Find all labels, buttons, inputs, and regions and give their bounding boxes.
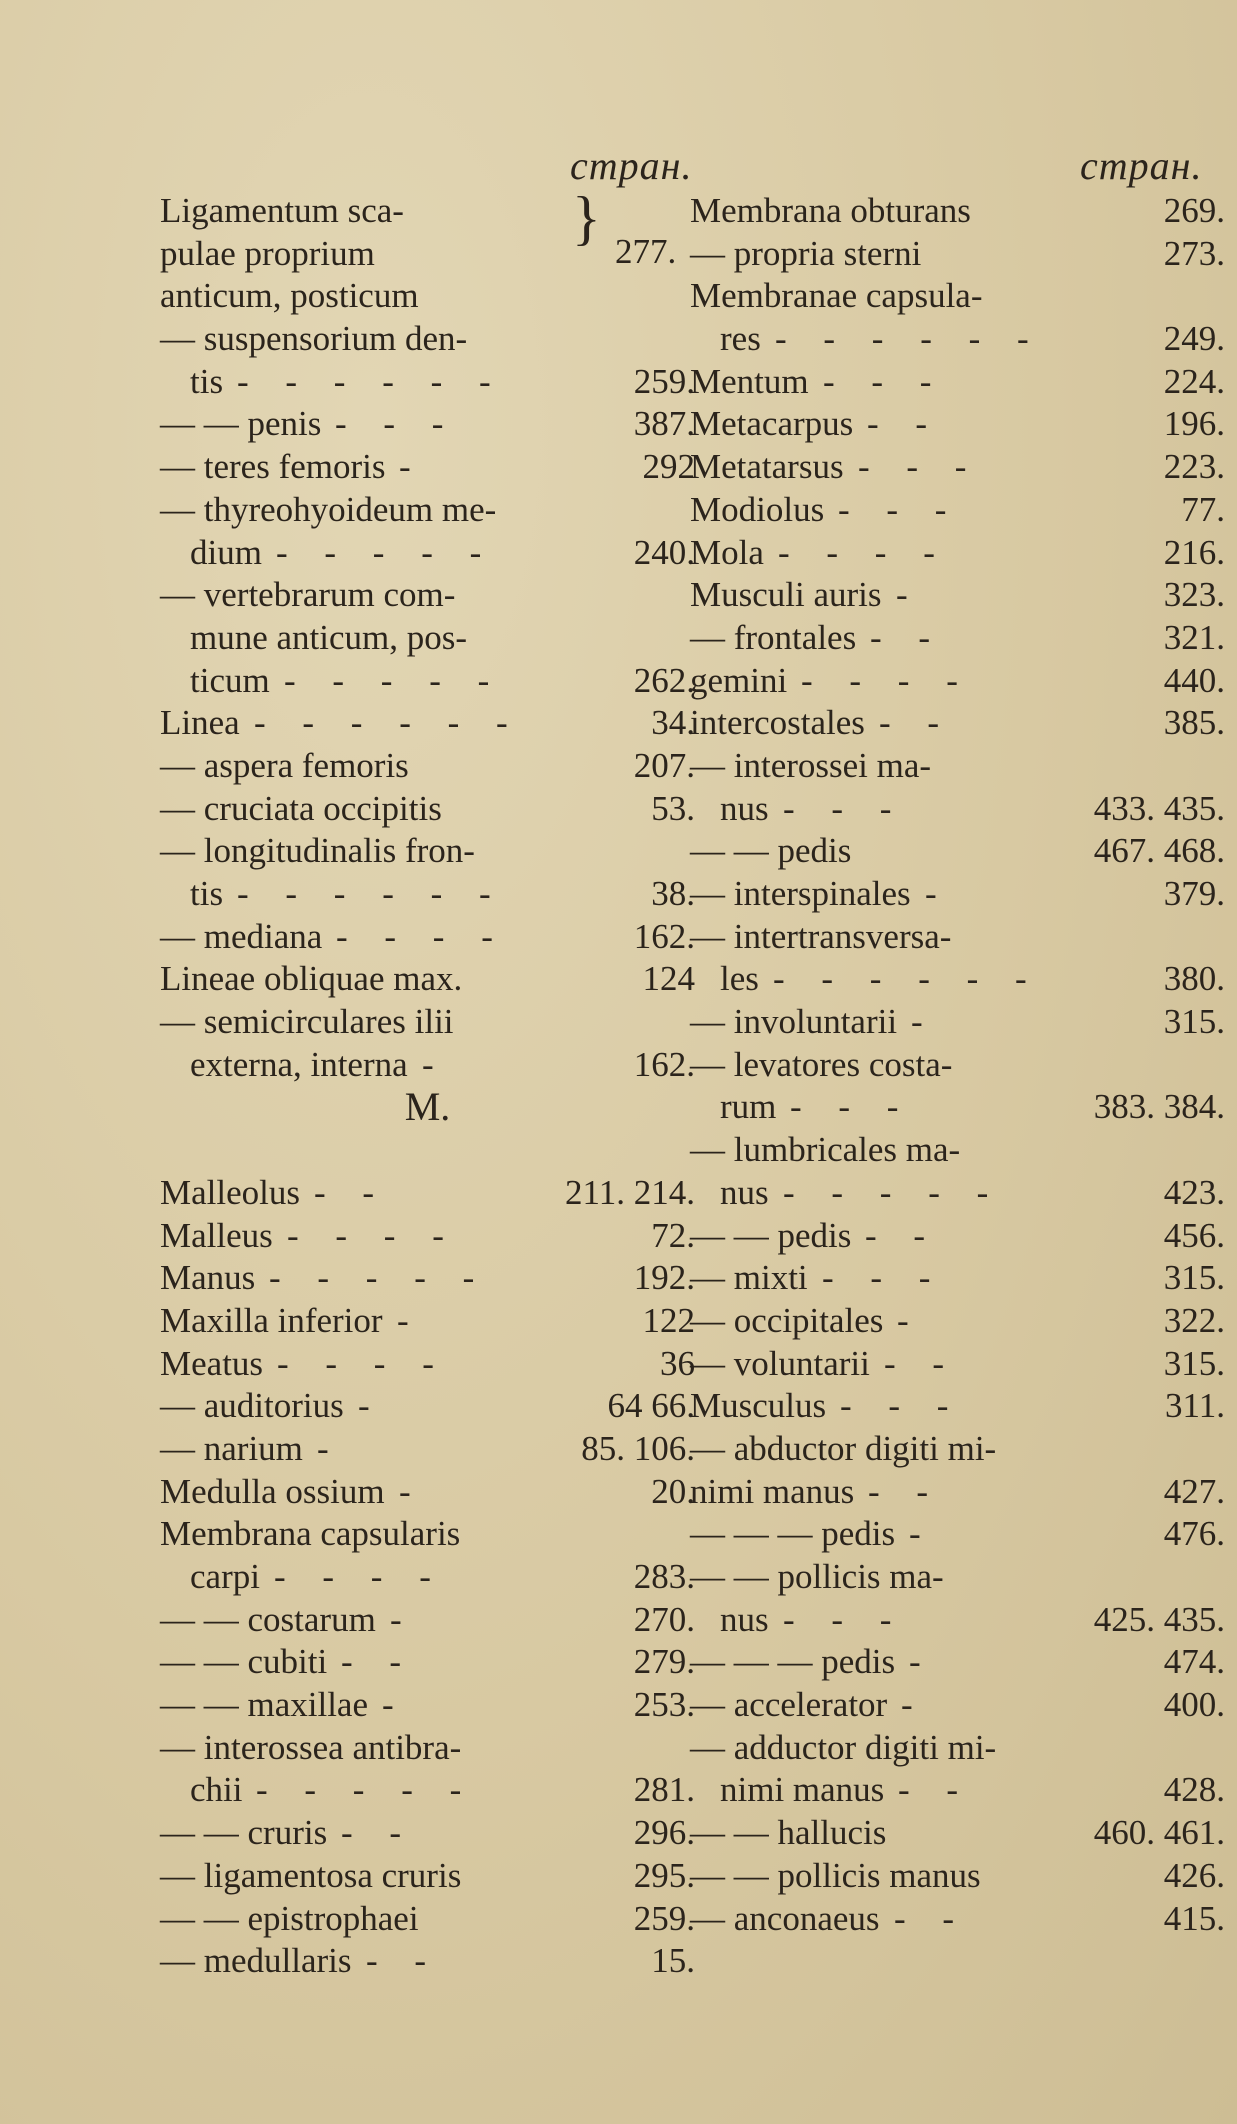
index-entry <box>160 489 695 532</box>
index-term: Meatus <box>160 1343 264 1383</box>
index-entry <box>160 1471 695 1514</box>
index-term: — mixti <box>690 1258 808 1298</box>
index-term: Membrana capsularis <box>160 1514 461 1554</box>
index-term: — — cruris <box>160 1813 328 1853</box>
index-entry <box>690 446 1225 489</box>
index-entry <box>160 1513 695 1556</box>
index-term: Linea <box>160 703 240 743</box>
index-term: intercostales <box>690 703 865 743</box>
index-term: — cruciata occipitis <box>160 788 442 828</box>
leader-dashes: - <box>399 447 425 487</box>
page-number: 423. <box>1163 1172 1225 1212</box>
page-number: 281. <box>633 1770 695 1810</box>
index-term: res <box>720 319 761 359</box>
page-number: 292 <box>642 447 695 487</box>
leader-dashes: - - - - - - <box>237 361 505 401</box>
leader-dashes: - - <box>341 1642 416 1682</box>
page-number: 38. <box>651 874 695 913</box>
leader-dashes: - - - - - <box>783 1172 1003 1212</box>
leader-dashes: - <box>317 1428 343 1468</box>
page-number: 249. <box>1163 319 1225 359</box>
index-term: — suspensorium den- <box>160 319 468 359</box>
index-entry <box>690 702 1225 745</box>
index-entry <box>160 1343 695 1386</box>
leader-dashes: - - - - - - <box>237 874 505 913</box>
index-entry <box>160 1940 695 1983</box>
index-entry <box>160 1215 695 1258</box>
index-entry <box>160 1684 695 1727</box>
index-term: dium <box>190 532 262 572</box>
index-term: — lumbricales ma- <box>690 1130 961 1170</box>
page-number: 64 66. <box>607 1386 695 1426</box>
leader-dashes: - - - - - <box>256 1770 476 1810</box>
index-term: mune anticum, pos- <box>190 617 468 657</box>
index-term: — vertebrarum com- <box>160 575 456 615</box>
index-entry <box>160 617 695 660</box>
page-number: 283. <box>633 1557 695 1596</box>
index-term: — — cubiti <box>160 1642 328 1682</box>
index-term: Manus <box>160 1258 256 1298</box>
index-term: Musculi auris <box>690 575 882 615</box>
index-entry <box>690 1172 1225 1215</box>
page-number: 460. 461. <box>1093 1813 1225 1853</box>
page-number: 122 <box>642 1300 695 1340</box>
index-term: — interossei ma- <box>690 745 932 785</box>
index-term: Modiolus <box>690 489 825 529</box>
leader-dashes: - - - - - - <box>254 703 522 743</box>
page-number: 321. <box>1163 617 1225 657</box>
index-term: — — pollicis ma- <box>690 1557 944 1596</box>
leader-dashes: - - - <box>783 788 906 828</box>
left-index-column <box>160 185 695 1983</box>
page-number: 53. <box>651 788 695 828</box>
index-entry <box>690 318 1225 361</box>
leader-dashes: - - - - - - <box>775 319 1043 359</box>
index-entry <box>160 1812 695 1855</box>
leader-dashes: - <box>911 1002 937 1042</box>
leader-dashes: - <box>897 1300 923 1340</box>
index-term: — aspera femoris <box>160 745 409 785</box>
index-term: — medullaris <box>160 1941 352 1981</box>
index-entry <box>690 1215 1225 1258</box>
leader-dashes: - - <box>341 1813 416 1853</box>
index-term: anticum, posticum <box>160 276 419 316</box>
index-term: nimi manus <box>720 1770 885 1810</box>
page-number: 85. 106. <box>581 1428 695 1468</box>
leader-dashes: - - - <box>822 1258 945 1298</box>
index-entry <box>690 275 1225 318</box>
index-entry <box>160 1428 695 1471</box>
leader-dashes: - - - - <box>287 1215 458 1255</box>
leader-dashes: - - - <box>823 361 946 401</box>
index-entry <box>690 1044 1225 1087</box>
index-entry <box>160 446 695 489</box>
index-entry <box>690 233 1225 276</box>
leader-dashes: - <box>422 1044 448 1084</box>
index-entry <box>160 916 695 959</box>
page-number: 262. <box>633 660 695 700</box>
index-term: — — pedis <box>690 1215 852 1255</box>
leader-dashes: - - <box>898 1770 973 1810</box>
index-term: — — — pedis <box>690 1514 896 1554</box>
index-term: externa, interna <box>190 1044 408 1084</box>
page-number: 273. <box>1163 233 1225 273</box>
index-term: pulae proprium <box>160 233 375 273</box>
index-term: Mentum <box>690 361 809 401</box>
index-entry <box>160 1001 695 1044</box>
index-term: — thyreohyoideum me- <box>160 489 497 529</box>
index-entry <box>160 1769 695 1812</box>
leader-dashes: - <box>397 1300 423 1340</box>
index-term: Medulla ossium <box>160 1471 385 1511</box>
index-entry <box>690 958 1225 1001</box>
index-entry <box>690 1343 1225 1386</box>
index-entry <box>690 1300 1225 1343</box>
section-letter: M. <box>404 1084 451 1130</box>
page-number: 253. <box>633 1685 695 1725</box>
index-entry <box>690 1086 1225 1129</box>
page-number: 295. <box>633 1855 695 1895</box>
index-entry <box>690 1257 1225 1300</box>
index-term: tis <box>190 361 224 401</box>
index-term: — — hallucis <box>690 1813 887 1853</box>
page-number: 383. 384. <box>1093 1087 1225 1127</box>
page-number: 425. 435. <box>1093 1599 1225 1639</box>
leader-dashes: - <box>358 1386 384 1426</box>
index-term: — — penis <box>160 404 322 444</box>
index-entry <box>690 788 1225 831</box>
index-term: — — costarum <box>160 1599 376 1639</box>
index-term: Malleolus <box>160 1172 300 1212</box>
index-entry <box>690 916 1225 959</box>
page-number: 72. <box>651 1215 695 1255</box>
index-term: Mola <box>690 532 764 572</box>
index-entry <box>690 745 1225 788</box>
index-entry <box>160 403 695 446</box>
page-number: 36 <box>660 1343 695 1383</box>
leader-dashes: - - <box>314 1172 389 1212</box>
leader-dashes: - <box>399 1471 425 1511</box>
index-term: — — — pedis <box>690 1642 896 1682</box>
page-header-right: стран. <box>1080 143 1203 188</box>
index-entry <box>160 1385 695 1428</box>
index-term: gemini <box>690 660 788 700</box>
page-number: 379. <box>1163 874 1225 913</box>
page-number: 15. <box>651 1941 695 1981</box>
index-term: Malleus <box>160 1215 273 1255</box>
index-entry <box>160 1641 695 1684</box>
brace-icon: } <box>572 185 601 251</box>
leader-dashes: - - - - <box>277 1343 448 1383</box>
page-number: 196. <box>1163 404 1225 444</box>
page-number: 279. <box>633 1642 695 1682</box>
index-entry <box>160 275 695 318</box>
page-number: 476. <box>1163 1514 1225 1554</box>
index-term: — voluntarii <box>690 1343 870 1383</box>
index-term: — propria sterni <box>690 233 922 273</box>
page-number: 224. <box>1163 361 1225 401</box>
page-number: 387. <box>633 404 695 444</box>
leader-dashes: - - - - <box>274 1557 445 1596</box>
leader-dashes: - - - <box>840 1386 963 1426</box>
index-term: — occipitales <box>690 1300 884 1340</box>
index-entry <box>160 702 695 745</box>
index-entry <box>160 1129 695 1172</box>
page-number: 259. <box>633 361 695 401</box>
index-term: — levatores costa- <box>690 1044 953 1084</box>
leader-dashes: - - - <box>838 489 961 529</box>
page-number: 269. <box>1163 191 1225 230</box>
leader-dashes: - - - - <box>801 660 972 700</box>
index-term: — intertransversa- <box>690 916 952 956</box>
index-entry <box>690 1599 1225 1642</box>
index-term: — — epistrophaei <box>160 1898 419 1938</box>
leader-dashes: - <box>909 1642 935 1682</box>
leader-dashes: - - <box>867 404 942 444</box>
page-number: 77. <box>1181 489 1225 529</box>
index-entry <box>160 788 695 831</box>
page-number: 323. <box>1163 575 1225 615</box>
right-index-column <box>690 190 1225 1940</box>
index-entry <box>690 1001 1225 1044</box>
index-entry <box>690 617 1225 660</box>
leader-dashes: - <box>909 1514 935 1554</box>
index-entry <box>690 1727 1225 1770</box>
index-entry <box>690 830 1225 873</box>
index-term: — adductor digiti mi- <box>690 1727 997 1767</box>
page-number: 474. <box>1163 1642 1225 1682</box>
index-entry <box>690 403 1225 446</box>
page-number: 415. <box>1163 1898 1225 1938</box>
index-entry <box>160 1898 695 1941</box>
index-term: — abductor digiti mi- <box>690 1428 997 1468</box>
index-entry <box>690 1898 1225 1941</box>
index-entry <box>690 190 1225 233</box>
brace-page-number: 277. <box>615 232 677 271</box>
index-term: nus <box>720 1599 769 1639</box>
leader-dashes: - - - - - - <box>773 959 1041 999</box>
index-term: carpi <box>190 1557 260 1596</box>
leader-dashes: - - - - <box>778 532 949 572</box>
leader-dashes: - - - <box>335 404 458 444</box>
page-number: 259. <box>633 1898 695 1938</box>
page-number: 400. <box>1163 1685 1225 1725</box>
leader-dashes: - - <box>894 1898 969 1938</box>
page-number: 211. 214. <box>565 1172 695 1212</box>
index-entry <box>690 1812 1225 1855</box>
leader-dashes: - - <box>879 703 954 743</box>
index-entry <box>690 532 1225 575</box>
page-number: 270. <box>633 1599 695 1639</box>
index-term: — teres femoris <box>160 447 386 487</box>
page-number: 385. <box>1163 703 1225 743</box>
index-term: — ligamentosa cruris <box>160 1855 462 1895</box>
index-term: ticum <box>190 660 270 700</box>
page-number: 162. <box>633 1044 695 1084</box>
index-entry <box>690 1556 1225 1599</box>
leader-dashes: - - <box>865 1215 940 1255</box>
leader-dashes: - - - <box>790 1087 913 1127</box>
page-number: 315. <box>1163 1002 1225 1042</box>
index-entry <box>690 1769 1225 1812</box>
page-number: 440. <box>1163 660 1225 700</box>
index-term: — frontales <box>690 617 857 657</box>
index-term: — mediana <box>160 916 323 956</box>
leader-dashes: - - <box>366 1941 441 1981</box>
index-term: — — maxillae <box>160 1685 369 1725</box>
leader-dashes: - - - <box>858 447 981 487</box>
index-term: chii <box>190 1770 243 1810</box>
index-term: — involuntarii <box>690 1002 898 1042</box>
index-entry <box>160 361 695 404</box>
leader-dashes: - - <box>868 1471 943 1511</box>
page-number: 34. <box>651 703 695 743</box>
index-entry <box>690 1513 1225 1556</box>
index-term: Metatarsus <box>690 447 844 487</box>
leader-dashes: - <box>925 874 951 913</box>
index-entry <box>160 660 695 703</box>
index-entry <box>690 1684 1225 1727</box>
index-entry <box>160 1300 695 1343</box>
index-entry <box>160 873 695 916</box>
index-entry <box>160 1855 695 1898</box>
page-number: 216. <box>1163 532 1225 572</box>
page-number: 240. <box>633 532 695 572</box>
index-entry <box>690 574 1225 617</box>
page-number: 467. 468. <box>1093 831 1225 871</box>
index-term: — anconaeus <box>690 1898 880 1938</box>
leader-dashes: - <box>901 1685 927 1725</box>
index-entry <box>160 190 695 233</box>
index-entry <box>160 958 695 1001</box>
index-entry <box>690 1428 1225 1471</box>
index-term: nus <box>720 788 769 828</box>
index-entry <box>160 574 695 617</box>
index-entry <box>160 830 695 873</box>
index-entry <box>160 318 695 361</box>
leader-dashes: - - - - - <box>276 532 496 572</box>
index-entry <box>690 361 1225 404</box>
index-term: — semicirculares ilii <box>160 1002 454 1042</box>
index-term: — longitudinalis fron- <box>160 831 475 871</box>
index-entry <box>160 1556 695 1599</box>
index-term: nimi manus <box>690 1471 855 1511</box>
index-entry <box>160 1257 695 1300</box>
index-term: — narium <box>160 1428 303 1468</box>
index-term: Membrana obturans <box>690 191 971 230</box>
index-term: — accelerator <box>690 1685 888 1725</box>
index-entry <box>160 1044 695 1087</box>
index-term: Maxilla inferior <box>160 1300 383 1340</box>
leader-dashes: - - - <box>783 1599 906 1639</box>
index-term: — — pollicis manus <box>690 1855 981 1895</box>
index-term: tis <box>190 874 224 913</box>
page-number: 315. <box>1163 1343 1225 1383</box>
index-entry <box>690 1385 1225 1428</box>
page-number: 124 <box>642 959 695 999</box>
page-number: 456. <box>1163 1215 1225 1255</box>
index-term: — auditorius <box>160 1386 344 1426</box>
index-term: Metacarpus <box>690 404 854 444</box>
leader-dashes: - - - - - <box>269 1258 489 1298</box>
page-number: 427. <box>1163 1471 1225 1511</box>
leader-dashes: - <box>390 1599 416 1639</box>
index-entry <box>690 1641 1225 1684</box>
page-number: 296. <box>633 1813 695 1853</box>
index-entry <box>160 1172 695 1215</box>
index-entry <box>690 1471 1225 1514</box>
leader-dashes: - <box>896 575 922 615</box>
index-term: les <box>720 959 759 999</box>
leader-dashes: - - <box>884 1343 959 1383</box>
page-number: 223. <box>1163 447 1225 487</box>
page-number: 433. 435. <box>1093 788 1225 828</box>
index-entry <box>160 1727 695 1770</box>
index-entry <box>690 873 1225 916</box>
index-entry <box>160 1599 695 1642</box>
index-term: nus <box>720 1172 769 1212</box>
page-number: 207. <box>633 745 695 785</box>
page-number: 428. <box>1163 1770 1225 1810</box>
page-number: 20. <box>651 1471 695 1511</box>
leader-dashes: - - - - - <box>284 660 504 700</box>
page-number: 311. <box>1165 1386 1225 1426</box>
index-entry <box>690 489 1225 532</box>
index-entry <box>690 660 1225 703</box>
page-number: 192. <box>633 1258 695 1298</box>
leader-dashes: - - - - <box>336 916 507 956</box>
index-entry <box>160 745 695 788</box>
index-term: Ligamentum sca- <box>160 191 404 230</box>
page-number: 380. <box>1163 959 1225 999</box>
page-number: 315. <box>1163 1258 1225 1298</box>
index-term: — interossea antibra- <box>160 1727 462 1767</box>
index-term: Lineae obliquae max. <box>160 959 463 999</box>
index-entry <box>690 1855 1225 1898</box>
page-header-left: стран. <box>570 143 693 188</box>
index-term: — — pedis <box>690 831 852 871</box>
index-entry <box>160 1086 695 1129</box>
index-term: Membranae capsula- <box>690 276 983 316</box>
page-number: 426. <box>1163 1855 1225 1895</box>
page-number: 322. <box>1163 1300 1225 1340</box>
index-entry <box>690 1129 1225 1172</box>
index-term: — interspinales <box>690 874 911 913</box>
leader-dashes: - <box>382 1685 408 1725</box>
index-entry <box>160 532 695 575</box>
page-number: 162. <box>633 916 695 956</box>
index-term: Musculus <box>690 1386 827 1426</box>
leader-dashes: - - <box>870 617 945 657</box>
index-term: rum <box>720 1087 777 1127</box>
